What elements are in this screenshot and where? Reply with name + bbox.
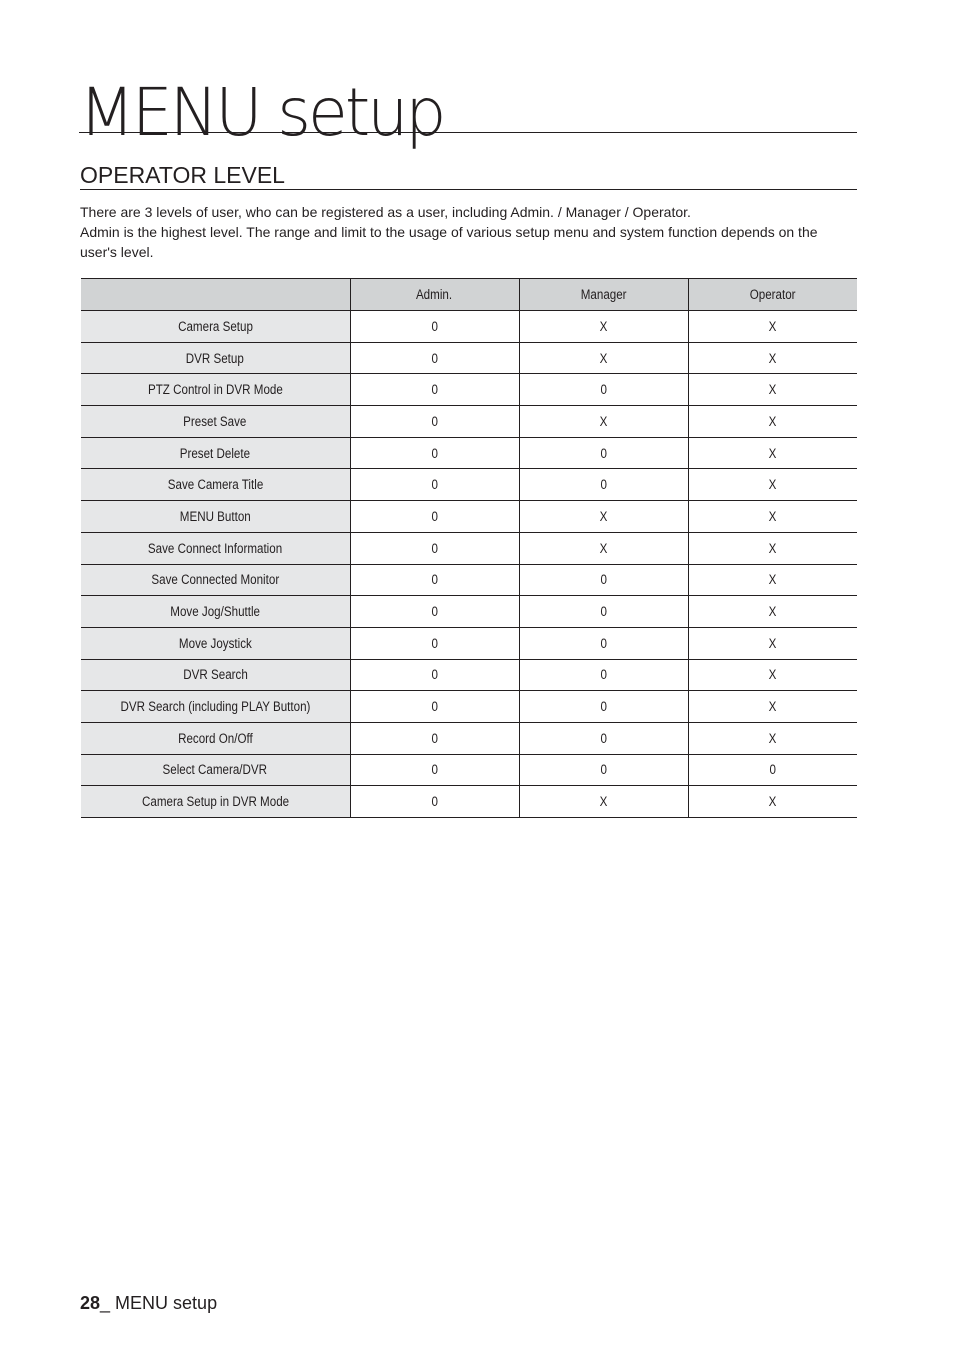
cell-operator: 0 [688, 754, 857, 786]
cell-manager: 0 [519, 564, 688, 596]
cell-manager: X [519, 786, 688, 818]
cell-admin: 0 [350, 406, 519, 438]
cell-admin: 0 [350, 501, 519, 533]
cell-operator: X [688, 659, 857, 691]
cell-manager: 0 [519, 627, 688, 659]
table-body [81, 311, 857, 818]
header-manager: Manager [519, 279, 688, 311]
cell-feature: Select Camera/DVR [81, 754, 350, 786]
cell-admin: 0 [350, 596, 519, 628]
header-operator: Operator [688, 279, 857, 311]
cell-manager: 0 [519, 659, 688, 691]
cell-admin: 0 [350, 342, 519, 374]
cell-operator: X [688, 501, 857, 533]
cell-feature: Preset Save [81, 406, 350, 438]
table-row [81, 754, 857, 786]
cell-manager: X [519, 532, 688, 564]
table-row [81, 311, 857, 343]
cell-operator: X [688, 437, 857, 469]
table-row [81, 406, 857, 438]
cell-feature: Move Jog/Shuttle [81, 596, 350, 628]
cell-operator: X [688, 564, 857, 596]
cell-manager: 0 [519, 722, 688, 754]
section-title [80, 160, 857, 190]
cell-operator: X [688, 786, 857, 818]
cell-feature: Preset Delete [81, 437, 350, 469]
cell-admin: 0 [350, 469, 519, 501]
section-title-text: OPERATOR LEVEL [80, 162, 285, 188]
cell-operator: X [688, 627, 857, 659]
cell-manager: X [519, 406, 688, 438]
cell-feature: PTZ Control in DVR Mode [81, 374, 350, 406]
cell-feature: DVR Search (including PLAY Button) [81, 691, 350, 723]
page-number: 28 [80, 1293, 101, 1313]
table-row [81, 627, 857, 659]
cell-admin: 0 [350, 754, 519, 786]
intro-line-1: There are 3 levels of user, who can be registered as a user, including Admin. / Manager / Operator. [80, 204, 691, 220]
table-row [81, 786, 857, 818]
cell-admin: 0 [350, 786, 519, 818]
header-admin: Admin. [350, 279, 519, 311]
cell-admin: 0 [350, 691, 519, 723]
cell-operator: X [688, 722, 857, 754]
header-feature [81, 279, 350, 311]
cell-feature: Save Camera Title [81, 469, 350, 501]
cell-admin: 0 [350, 627, 519, 659]
cell-operator: X [688, 342, 857, 374]
cell-feature: Camera Setup in DVR Mode [81, 786, 350, 818]
cell-operator: X [688, 532, 857, 564]
table-row [81, 501, 857, 533]
table-row [81, 469, 857, 501]
table-row [81, 437, 857, 469]
cell-feature: Camera Setup [81, 311, 350, 343]
cell-operator: X [688, 596, 857, 628]
cell-manager: 0 [519, 469, 688, 501]
cell-manager: 0 [519, 596, 688, 628]
cell-admin: 0 [350, 659, 519, 691]
table-row [81, 659, 857, 691]
table-row [81, 722, 857, 754]
cell-admin: 0 [350, 311, 519, 343]
cell-feature: DVR Setup [81, 342, 350, 374]
operator-level-table [81, 278, 857, 818]
table-row [81, 691, 857, 723]
cell-feature: Move Joystick [81, 627, 350, 659]
cell-feature: Record On/Off [81, 722, 350, 754]
table-header-row [81, 279, 857, 311]
cell-operator: X [688, 311, 857, 343]
intro-text [80, 202, 857, 262]
cell-feature: Save Connect Information [81, 532, 350, 564]
cell-admin: 0 [350, 532, 519, 564]
cell-manager: X [519, 311, 688, 343]
cell-admin: 0 [350, 437, 519, 469]
cell-admin: 0 [350, 722, 519, 754]
cell-manager: X [519, 342, 688, 374]
table-row [81, 342, 857, 374]
intro-line-2: Admin is the highest level. The range and limit to the usage of various setup menu and system function depends on the user's level. [80, 224, 818, 260]
page-footer [80, 1292, 217, 1314]
cell-operator: X [688, 406, 857, 438]
cell-admin: 0 [350, 564, 519, 596]
cell-manager: X [519, 501, 688, 533]
table-row [81, 564, 857, 596]
table-row [81, 374, 857, 406]
chapter-title [79, 70, 857, 151]
cell-manager: 0 [519, 374, 688, 406]
table-row [81, 532, 857, 564]
cell-admin: 0 [350, 374, 519, 406]
cell-manager: 0 [519, 754, 688, 786]
cell-manager: 0 [519, 691, 688, 723]
cell-feature: DVR Search [81, 659, 350, 691]
cell-feature: Save Connected Monitor [81, 564, 350, 596]
cell-operator: X [688, 691, 857, 723]
chapter-title-text: MENU setup [79, 74, 444, 151]
footer-label: _ MENU setup [100, 1293, 218, 1313]
cell-operator: X [688, 374, 857, 406]
cell-operator: X [688, 469, 857, 501]
table-row [81, 596, 857, 628]
cell-feature: MENU Button [81, 501, 350, 533]
cell-manager: 0 [519, 437, 688, 469]
